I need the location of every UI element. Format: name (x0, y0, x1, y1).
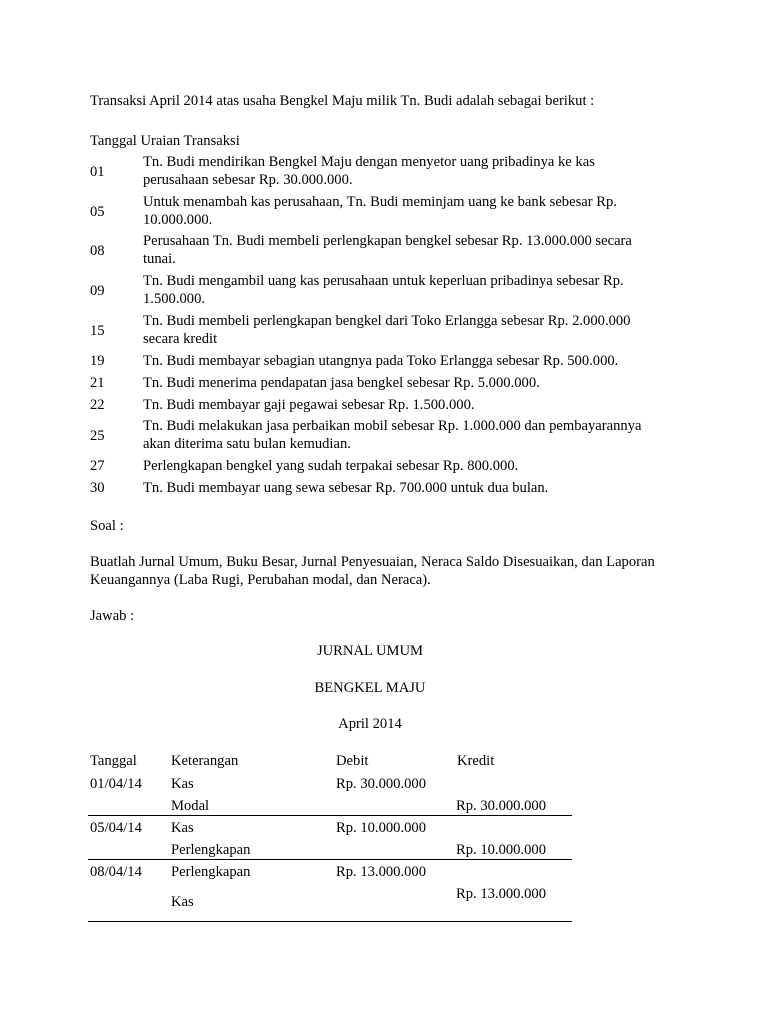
credit-account: Perlengkapan (171, 842, 251, 858)
row-divider (88, 815, 572, 816)
jawab-label: Jawab : (90, 608, 135, 624)
credit-amount: Rp. 13.000.000 (456, 886, 546, 902)
journal-period: April 2014 (338, 716, 402, 732)
transaction-date: 25 (90, 428, 105, 444)
credit-amount: Rp. 30.000.000 (456, 798, 546, 814)
transaction-text: Tn. Budi membayar uang sewa sebesar Rp. 700.000 untuk dua bulan. (143, 480, 549, 496)
credit-amount: Rp. 10.000.000 (456, 842, 546, 858)
journal-company: BENGKEL MAJU (314, 680, 426, 696)
transaction-date: 27 (90, 458, 105, 474)
intro-text: Transaksi April 2014 atas usaha Bengkel Maju milik Tn. Budi adalah sebagai berikut : (90, 93, 595, 109)
credit-account: Kas (171, 894, 194, 910)
transaction-date: 09 (90, 283, 105, 299)
entry-date: 05/04/14 (90, 820, 142, 836)
transaction-text: Perusahaan Tn. Budi membeli perlengkapan bengkel sebesar Rp. 13.000.000 secara tunai. (143, 233, 632, 267)
column-header-date: Tanggal (90, 753, 137, 769)
transaction-date: 21 (90, 375, 105, 391)
instruction-text: Buatlah Jurnal Umum, Buku Besar, Jurnal Penyesuaian, Neraca Saldo Disesuaikan, dan Laporan Keuangannya (Laba Rugi, Perubahan modal, dan Neraca). (90, 554, 655, 588)
transaction-date: 22 (90, 397, 105, 413)
row-divider (88, 921, 572, 922)
transaction-text: Tn. Budi mengambil uang kas perusahaan untuk keperluan pribadinya sebesar Rp. 1.500.000. (143, 273, 624, 307)
debit-amount: Rp. 30.000.000 (336, 776, 426, 792)
transaction-text: Tn. Budi melakukan jasa perbaikan mobil sebesar Rp. 1.000.000 dan pembayarannya akan diterima satu bulan kemudian. (143, 418, 642, 452)
transaction-date: 19 (90, 353, 105, 369)
debit-account: Kas (171, 776, 194, 792)
transaction-text: Perlengkapan bengkel yang sudah terpakai sebesar Rp. 800.000. (143, 458, 519, 474)
column-header-description: Keterangan (171, 753, 239, 769)
transaction-date: 05 (90, 204, 105, 220)
transaction-table-header: Tanggal Uraian Transaksi (90, 133, 240, 149)
column-header-debit: Debit (336, 753, 369, 769)
credit-account: Modal (171, 798, 210, 814)
transaction-date: 15 (90, 323, 105, 339)
entry-date: 08/04/14 (90, 864, 142, 880)
debit-amount: Rp. 10.000.000 (336, 820, 426, 836)
transaction-date: 08 (90, 243, 105, 259)
transaction-text: Tn. Budi membeli perlengkapan bengkel dari Toko Erlangga sebesar Rp. 2.000.000 secara kredit (143, 313, 631, 347)
debit-account: Kas (171, 820, 194, 836)
debit-account: Perlengkapan (171, 864, 251, 880)
soal-label: Soal : (90, 518, 124, 534)
transaction-text: Tn. Budi mendirikan Bengkel Maju dengan menyetor uang pribadinya ke kas perusahaan sebesar Rp. 30.000.000. (143, 154, 595, 188)
row-divider (88, 859, 572, 860)
entry-date: 01/04/14 (90, 776, 142, 792)
transaction-text: Tn. Budi membayar gaji pegawai sebesar Rp. 1.500.000. (143, 397, 475, 413)
column-header-credit: Kredit (457, 753, 495, 769)
transaction-date: 01 (90, 164, 105, 180)
transaction-text: Untuk menambah kas perusahaan, Tn. Budi meminjam uang ke bank sebesar Rp. 10.000.000. (143, 194, 617, 228)
transaction-text: Tn. Budi membayar sebagian utangnya pada Toko Erlangga sebesar Rp. 500.000. (143, 353, 619, 369)
transaction-text: Tn. Budi menerima pendapatan jasa bengkel sebesar Rp. 5.000.000. (143, 375, 540, 391)
debit-amount: Rp. 13.000.000 (336, 864, 426, 880)
transaction-date: 30 (90, 480, 105, 496)
journal-title: JURNAL UMUM (316, 643, 424, 659)
